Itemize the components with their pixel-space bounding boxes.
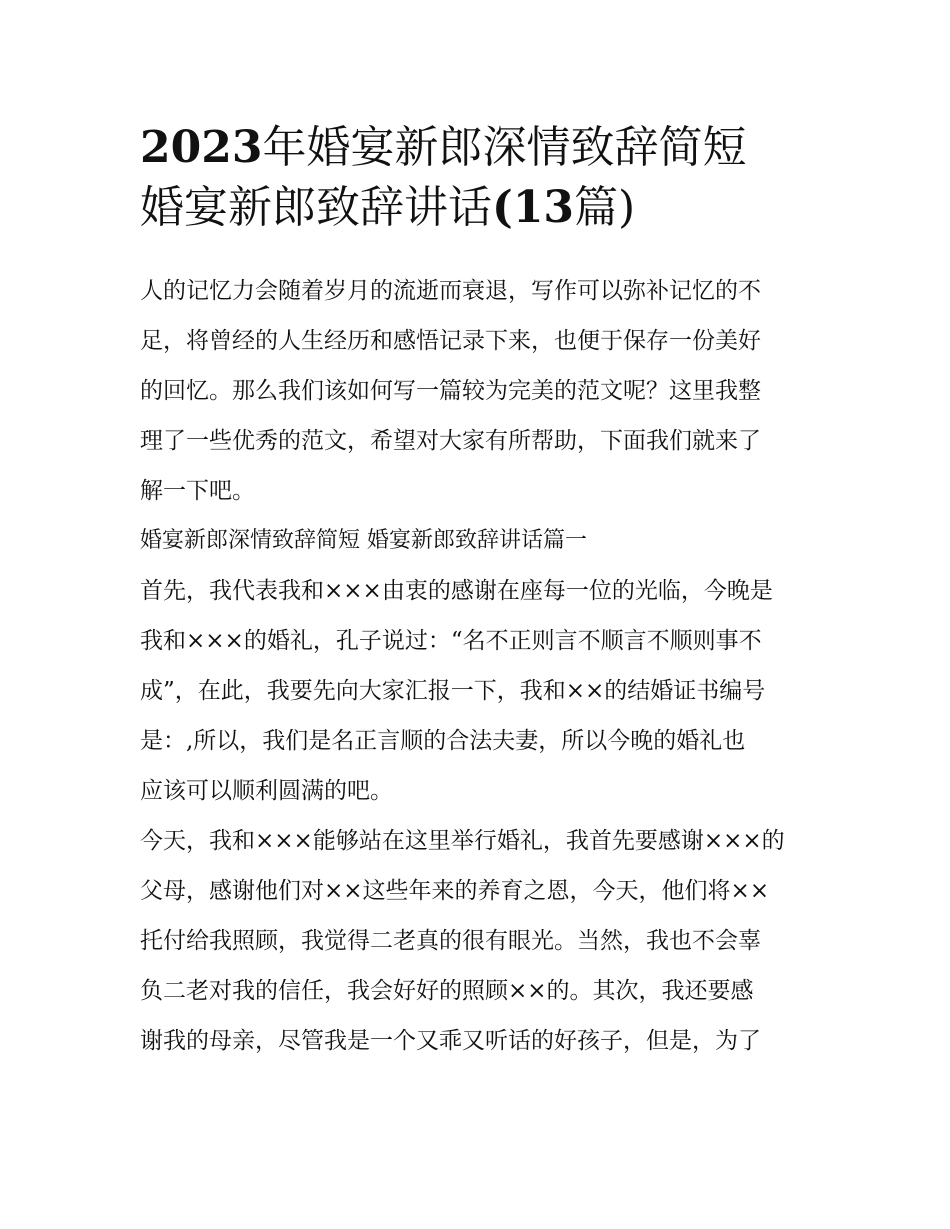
title-line-1 (140, 118, 812, 178)
text-line: 是：,所以，我们是名正言顺的合法夫妻，所以今晚的婚礼也 (140, 728, 746, 754)
title-year: 2023 (140, 122, 263, 173)
text-line: 首先，我代表我和×××由衷的感谢在座每一位的光临，今晚是 (140, 578, 773, 604)
title-line-2 (140, 178, 812, 238)
title-line-1-text: 年婚宴新郎深情致辞简短 (262, 122, 747, 173)
text-line: 负二老对我的信任，我会好好的照顾××的。其次，我还要感 (140, 978, 754, 1004)
text-line: 今天，我和×××能够站在这里举行婚礼，我首先要感谢×××的 (140, 828, 785, 854)
text-line: 的回忆。那么我们该如何写一篇较为完美的范文呢？这里我整 (140, 378, 761, 404)
title-line-2-text: 婚宴新郎致辞讲话 (140, 182, 492, 233)
section-heading: 婚宴新郎深情致辞简短 婚宴新郎致辞讲话篇一 (140, 528, 587, 553)
intro-paragraph (140, 266, 812, 516)
text-line: 人的记忆力会随着岁月的流逝而衰退，写作可以弥补记忆的不 (140, 278, 761, 304)
text-line: 托付给我照顾，我觉得二老真的很有眼光。当然，我也不会辜 (140, 928, 761, 954)
body-paragraph-1 (140, 566, 812, 816)
text-line: 足，将曾经的人生经历和感悟记录下来，也便于保存一份美好 (140, 328, 761, 354)
text-line: 成”，在此，我要先向大家汇报一下，我和××的结婚证书编号 (140, 678, 766, 704)
text-line: 谢我的母亲，尽管我是一个又乖又听话的好孩子，但是，为了 (140, 1028, 761, 1054)
body-paragraph-2 (140, 816, 812, 1066)
title-count: (13 (492, 182, 575, 233)
document-body (140, 118, 812, 1066)
document-title (140, 118, 812, 238)
text-line: 我和×××的婚礼，孔子说过：“名不正则言不顺言不顺则事不 (140, 628, 762, 654)
text-line: 应该可以顺利圆满的吧。 (140, 778, 393, 804)
text-line: 解一下吧。 (140, 478, 255, 504)
text-line: 父母，感谢他们对××这些年来的养育之恩，今天，他们将×× (140, 878, 770, 904)
title-line-2-tail: 篇) (574, 182, 636, 233)
text-line: 理了一些优秀的范文，希望对大家有所帮助，下面我们就来了 (140, 428, 761, 454)
